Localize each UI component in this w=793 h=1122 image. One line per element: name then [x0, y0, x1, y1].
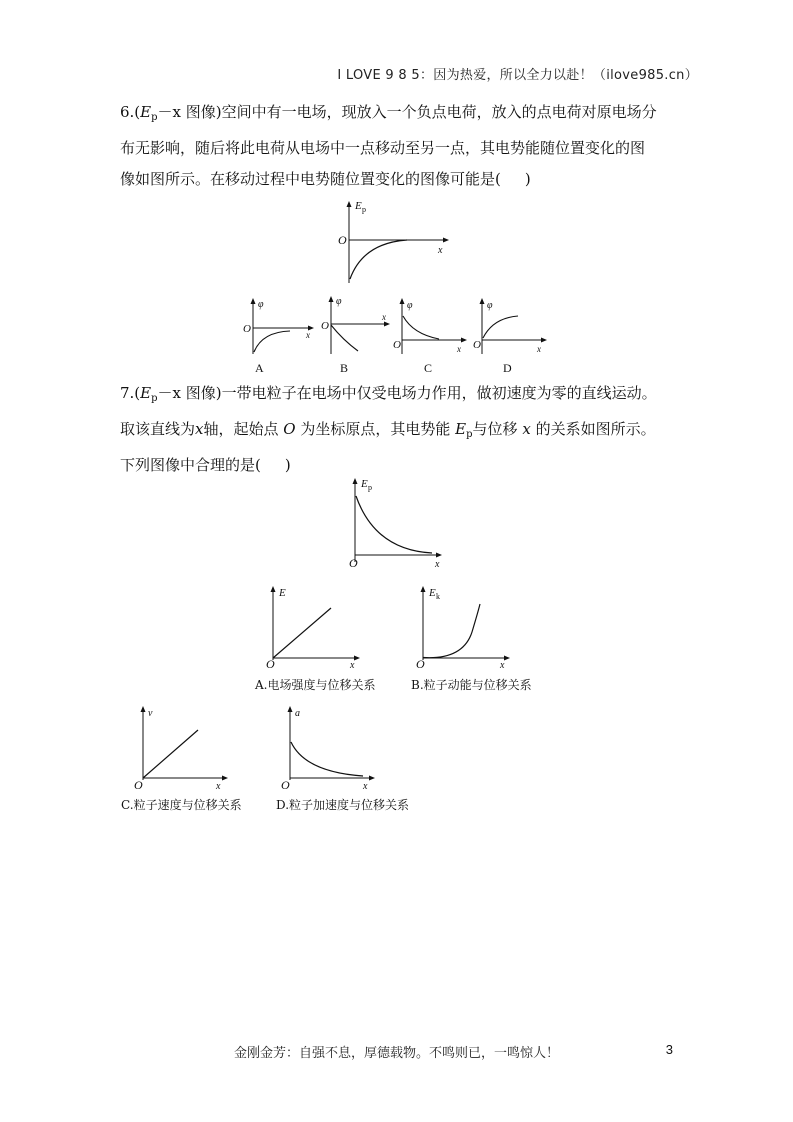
svg-text:a: a [295, 708, 300, 719]
question-6-text: $6.(E_p-x$ 图像)空间中有一电场，现放入一个负点电荷，放入的点电荷对原电场分 布无影响，随后将此电荷从电场中一点移动至另一点，其电势能随位置变化的图 像如图所示。在移动过程中电势随位置变化的图像可能是( ) [120, 103, 657, 188]
q6-option-c-graph [393, 294, 473, 356]
svg-text:x: x [216, 781, 221, 792]
q7-option-c-graph [128, 702, 238, 792]
svg-text:E: E [279, 587, 286, 599]
q6-option-a-label: A [255, 361, 264, 375]
q6-option-a-graph [240, 294, 320, 356]
svg-text:v: v [148, 708, 153, 719]
svg-text:O: O [349, 556, 358, 569]
q6-graph-ylabel: E [355, 200, 362, 212]
q6-graph-origin: O [338, 233, 347, 247]
q7-option-d-caption: D.粒子加速度与位移关系 [276, 798, 410, 812]
q6-option-b-label: B [340, 361, 349, 375]
svg-text:O: O [473, 339, 481, 351]
q6-option-d-label: D [503, 361, 512, 375]
svg-text:φ: φ [487, 300, 493, 311]
q6-graph-ysub: p [362, 205, 366, 214]
svg-text:k: k [436, 592, 440, 601]
svg-text:φ: φ [258, 299, 264, 310]
svg-text:p: p [368, 483, 372, 492]
q7-option-a-caption: A.电场强度与位移关系 [255, 678, 376, 692]
svg-text:E: E [429, 587, 436, 599]
svg-text:x: x [382, 312, 386, 322]
svg-text:O: O [266, 657, 275, 671]
svg-text:O: O [281, 778, 290, 792]
svg-text:O: O [416, 657, 425, 671]
svg-text:x: x [350, 660, 355, 671]
svg-text:x: x [457, 344, 461, 354]
page-number: 3 [665, 1042, 673, 1057]
svg-text:x: x [537, 344, 541, 354]
page-footer: 金刚金芳：自强不息，厚德载物。不鸣则已，一鸣惊人！ [233, 1046, 559, 1061]
q6-option-b-graph [318, 294, 398, 356]
q6-graph-xlabel: x [438, 245, 443, 256]
q7-option-b-caption: B.粒子动能与位移关系 [411, 678, 532, 692]
svg-text:φ: φ [407, 300, 413, 311]
svg-text:E: E [361, 478, 368, 490]
q6-option-c-label: C [424, 361, 433, 375]
q7-option-c-caption: C.粒子速度与位移关系 [121, 798, 242, 812]
svg-text:O: O [321, 320, 329, 332]
svg-text:O: O [134, 778, 143, 792]
svg-text:φ: φ [336, 296, 342, 307]
svg-text:x: x [435, 559, 440, 569]
q6-main-graph [335, 195, 455, 285]
q7-option-d-graph [275, 702, 385, 792]
svg-text:x: x [306, 330, 310, 340]
svg-text:O: O [243, 323, 251, 335]
q7-option-b-graph [408, 582, 518, 672]
page-header: I LOVE 9 8 5：因为热爱，所以全力以赴！（ilove985.cn） [337, 68, 698, 83]
q7-main-graph [340, 474, 450, 569]
q7-option-a-graph [258, 582, 368, 672]
svg-text:x: x [363, 781, 368, 792]
question-7-text: $7.(E_p-x$ 图像)一带电粒子在电场中仅受电场力作用，做初速度为零的直线运动。 取该直线为x轴，起始点 O 为坐标原点，其电势能 $E_p$与位移 x 的关系如图所示。 下列图像中合理的是( ) [120, 384, 657, 474]
svg-text:O: O [393, 339, 401, 351]
svg-text:x: x [500, 660, 505, 671]
q6-option-d-graph [473, 294, 553, 356]
